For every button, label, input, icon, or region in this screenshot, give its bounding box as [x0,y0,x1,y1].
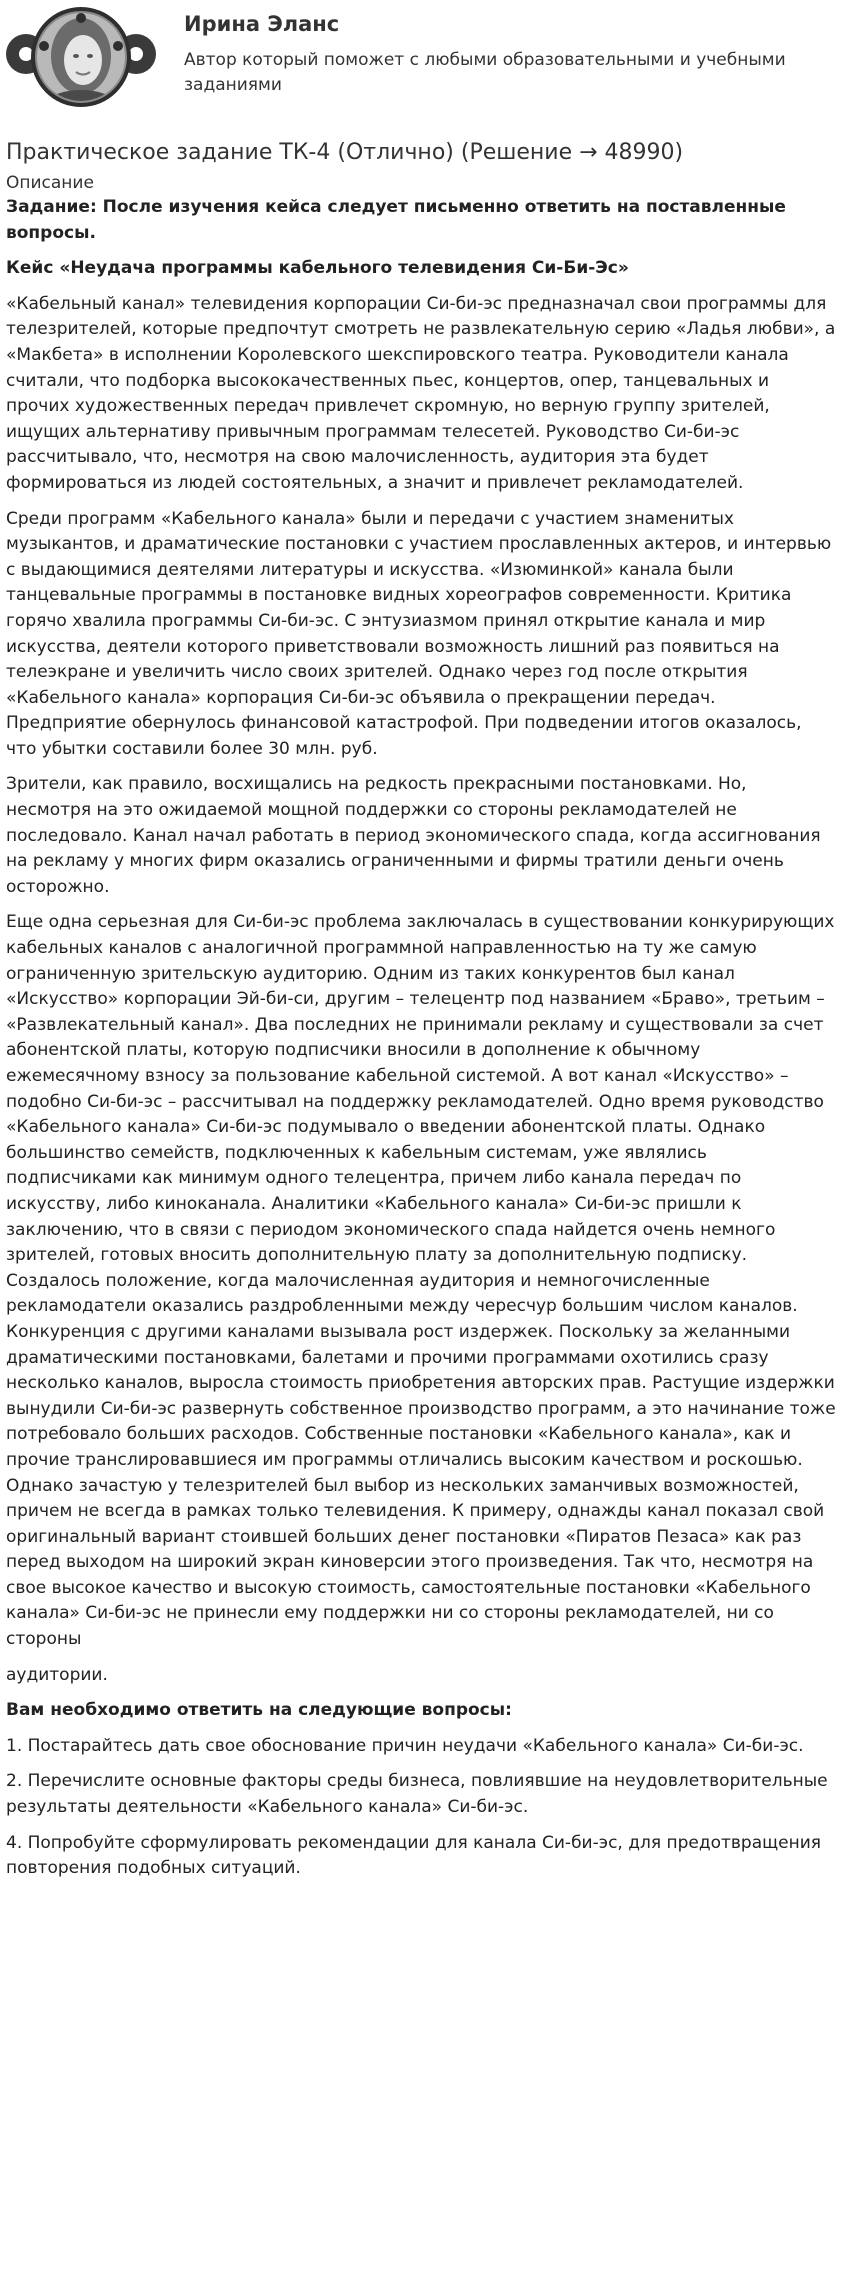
paragraph-4: Еще одна серьезная для Си-би-эс проблема заключалась в существовании конкурирующих кабельных каналов с аналогичной программной направленностью на ту же самую ограниченную зрительскую аудиторию. Одним из таких конкурентов был канал «Искусство» корпорации Эй-би-си, другим – телецентр под названием «Браво», третьим – «Развлекательный канал». Два последних не принимали рекламу и существовали за счет абонентской платы, которую подписчики вносили в дополнение к обычному ежемесячному взносу за пользование кабельной системой. А вот канал «Искусство» – подобно Си-би-эс – рассчитывал на поддержку рекламодателей. Одно время руководство «Кабельного канала» Си-би-эс подумывало о введении абонентской платы. Однако большинство семейств, подключенных к кабельным системам, уже являлись подписчиками как минимум одного телецентра, причем либо канала передач по искусству, либо киноканала. Аналитики «Кабельного канала» Си-би-эс пришли к заключению, что в связи с периодом экономического спада найдется очень немного зрителей, готовых вносить дополнительную плату за дополнительную подписку. Создалось положение, когда малочисленная аудитория и немногочисленные рекламодатели оказались раздробленными между чересчур большим числом каналов. Конкуренция с другими каналами вызывала рост издержек. Поскольку за желанными драматическими постановками, балетами и прочими программами охотились сразу несколько каналов, выросла стоимость приобретения авторских прав. Растущие издержки вынудили Си-би-эс развернуть собственное производство программ, а это начинание тоже потребовало больших расходов. Собственные постановки «Кабельного канала», как и прочие транслировавшиеся им программы отличались высоким качеством и роскошью. Однако зачастую у телезрителей был выбор из нескольких заманчивых возможностей, причем не всегда в рамках только телевидения. К примеру, однажды канал показал свой оригинальный вариант стоившей больших денег постановки «Пиратов Пезаса» как раз перед выходом на широкий экран киноверсии этого произведения. Так что, несмотря на свое высокое качество и высокую стоимость, самостоятельные постановки «Кабельного канала» Си-би-эс не принесли ему поддержки ни со стороны рекламодателей, ни со стороны [6,912,836,1650]
author-card [6,0,837,110]
case-title: Кейс «Неудача программы кабельного телевидения Си-Би-Эс» [6,258,629,279]
description-content [6,195,837,1882]
author-info [184,6,804,98]
description-label: Описание [6,173,94,193]
question-3: 4. Попробуйте сформулировать рекомендации для канала Си-би-эс, для предотвращения повторения подобных ситуаций. [6,1832,821,1879]
paragraph-2: Среди программ «Кабельного канала» были и передачи с участием знаменитых музыкантов, и драматические постановки с участием прославленных актеров, и интервью с выдающимися деятелями литературы и искусства. «Изюминкой» канала были танцевальные программы в постановке видных хореографов современности. Критика горячо хвалила программы Си-би-эс. С энтузиазмом принял открытие канала и мир искусства, деятели которого приветствовали возможность лишний раз появиться на телеэкране и увеличить число своих зрителей. Однако через год после открытия «Кабельного канала» корпорация Си-би-эс объявила о прекращении передач. Предприятие обернулось финансовой катастрофой. При подведении итогов оказалось, что убытки составили более 30 млн. руб. [6,508,832,759]
page-title: Практическое задание ТК-4 (Отлично) (Решение → 48990) [6,140,684,165]
author-name[interactable]: Ирина Эланс [184,12,340,36]
paragraph-5: аудитории. [6,1664,108,1685]
paragraph-3: Зрители, как правило, восхищались на редкость прекрасными постановками. Но, несмотря на это ожидаемой мощной поддержки со стороны рекламодателей не последовало. Канал начал работать в период экономического спада, когда ассигнования на рекламу у многих фирм оказались ограниченными и фирмы тратили деньги очень осторожно. [6,774,821,897]
author-avatar[interactable] [6,6,156,108]
question-1: 1. Постарайтесь дать свое обоснование причин неудачи «Кабельного канала» Си-би-эс. [6,1735,804,1756]
questions-heading: Вам необходимо ответить на следующие вопросы: [6,1700,512,1721]
author-description: Автор который поможет с любыми образовательными и учебными заданиями [184,50,786,95]
task-text: Задание: После изучения кейса следует письменно ответить на поставленные вопросы. [6,197,786,243]
question-2: 2. Перечислите основные факторы среды бизнеса, повлиявшие на неудовлетворительные результаты деятельности «Кабельного канала» Си-би-эс. [6,1771,828,1818]
paragraph-1: «Кабельный канал» телевидения корпорации Си-би-эс предназначал свои программы для телезрителей, которые предпочтут смотреть не развлекательную серию «Ладья любви», а «Макбета» в исполнении Королевского шекспировского театра. Руководители канала считали, что подборка высококачественных пьес, концертов, опер, танцевальных и прочих художественных передач привлечет скромную, но верную группу зрителей, ищущих альтернативу привычным программам телесетей. Руководство Си-би-эс рассчитывало, что, несмотря на свою малочисленность, аудитория эта будет формироваться из людей состоятельных, а значит и привлечет рекламодателей. [6,293,836,493]
